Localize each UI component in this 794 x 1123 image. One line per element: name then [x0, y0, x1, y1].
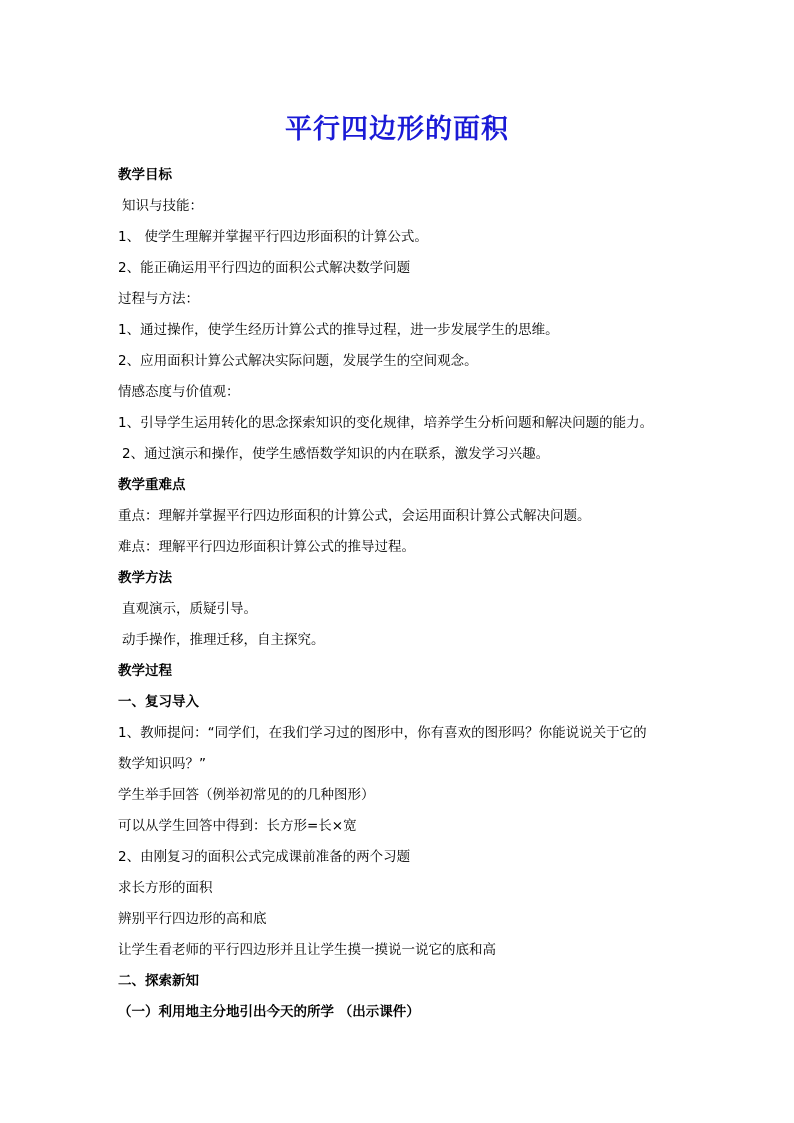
section-heading: 教学重难点 [118, 477, 186, 493]
body-line: 知识与技能： [122, 198, 203, 214]
body-line: 2、由刚复习的面积公式完成课前准备的两个习题 [118, 849, 411, 865]
body-line: 求长方形的面积 [118, 880, 213, 896]
body-line: 过程与方法： [118, 291, 199, 307]
section-heading: 一、复习导入 [118, 694, 199, 710]
section-heading: （一）利用地主分地引出今天的所学 （出示课件） [118, 1004, 420, 1020]
section-heading: 教学方法 [118, 570, 172, 586]
body-line: 2、应用面积计算公式解决实际问题，发展学生的空间观念。 [118, 353, 478, 369]
section-heading: 教学过程 [118, 663, 172, 679]
document-body [118, 160, 698, 1028]
body-line: 难点：理解平行四边形面积计算公式的推导过程。 [118, 539, 415, 555]
body-line: 2、通过演示和操作，使学生感悟数学知识的内在联系，激发学习兴趣。 [122, 446, 550, 462]
body-line: 情感态度与价值观： [118, 384, 240, 400]
body-line: 可以从学生回答中得到：长方形=长×宽 [118, 818, 357, 834]
body-line: 2、能正确运用平行四边的面积公式解决数学问题 [118, 260, 411, 276]
body-line: 1、通过操作，使学生经历计算公式的推导过程，进一步发展学生的思维。 [118, 322, 559, 338]
document-title: 平行四边形的面积 [285, 114, 509, 145]
body-line: 1、教师提问：“同学们，在我们学习过的图形中，你有喜欢的图形吗？你能说说关于它的 [118, 725, 647, 741]
body-line: 动手操作，推理迁移，自主探究。 [122, 632, 325, 648]
body-line: 1、 使学生理解并掌握平行四边形面积的计算公式。 [118, 229, 428, 245]
body-line: 1、引导学生运用转化的思念探索知识的变化规律，培养学生分析问题和解决问题的能力。 [118, 415, 654, 431]
body-line: 辨别平行四边形的高和底 [118, 911, 267, 927]
body-line: 学生举手回答（例举初常见的的几种图形） [118, 787, 375, 803]
body-line: 让学生看老师的平行四边形并且让学生摸一摸说一说它的底和高 [118, 942, 496, 958]
body-line: 重点：理解并掌握平行四边形面积的计算公式，会运用面积计算公式解决问题。 [118, 508, 591, 524]
section-heading: 教学目标 [118, 167, 172, 183]
body-line: 数学知识吗？” [118, 756, 206, 772]
section-heading: 二、探索新知 [118, 973, 199, 989]
body-line: 直观演示，质疑引导。 [122, 601, 257, 617]
